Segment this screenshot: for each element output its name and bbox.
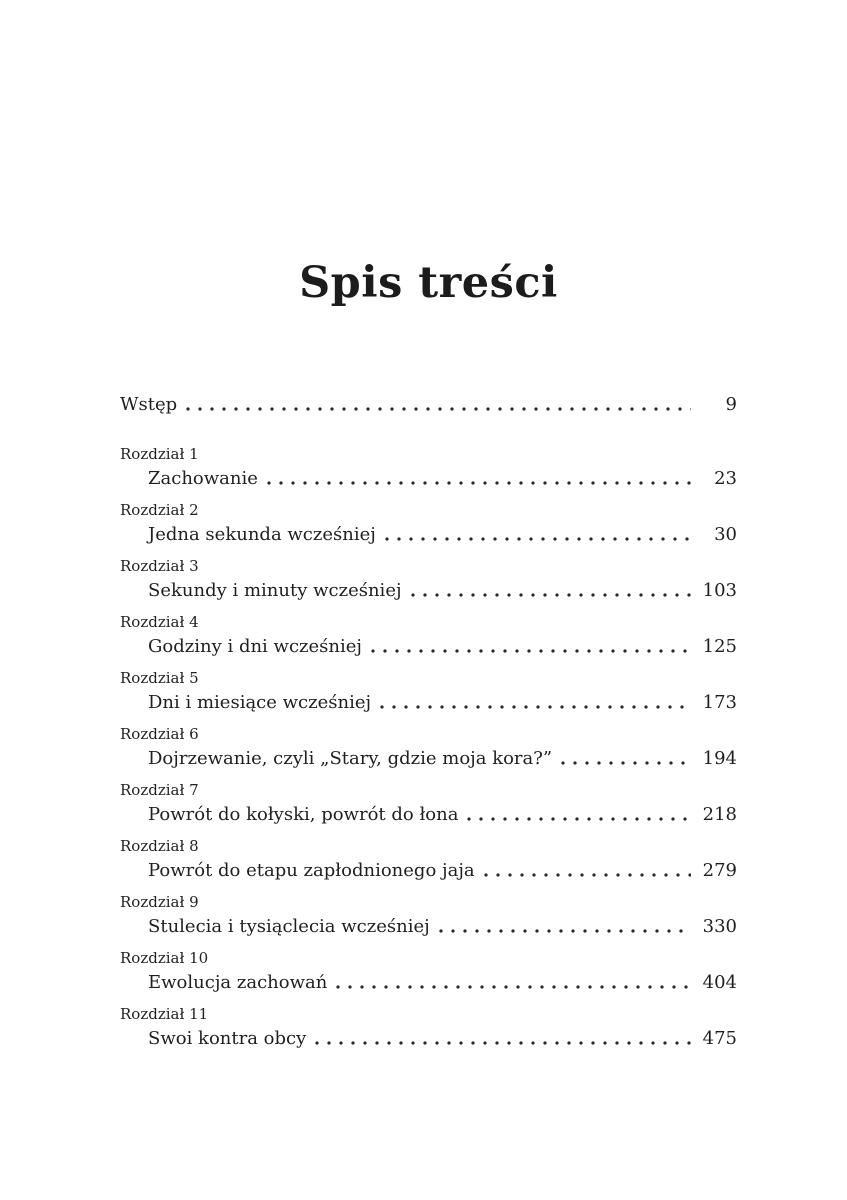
toc-entry [120,780,737,828]
toc-entry-row [120,689,737,716]
toc-entry-page: 194 [702,748,737,769]
toc-entry [120,1004,737,1052]
toc-chapter-label: Rozdział 7 [120,781,199,799]
dot-leader [411,593,691,597]
toc-entry-page: 404 [702,972,737,993]
toc-entry [120,836,737,884]
dot-leader [561,761,691,765]
toc-entry-intro [120,391,737,418]
page-title: Spis treści [299,258,558,308]
toc-entry-page: 103 [702,580,737,601]
toc-entry [120,948,737,996]
toc-chapter-label: Rozdział 10 [120,949,209,967]
toc-entry [120,892,737,940]
toc-entry-page: 475 [702,1028,737,1049]
toc-entry-row [120,745,737,772]
toc-entry-row [120,577,737,604]
toc-chapter-label: Rozdział 8 [120,837,199,855]
dot-leader [186,407,691,411]
toc-entry-row [120,857,737,884]
toc-chapter-label: Rozdział 5 [120,669,199,687]
toc-chapter-label: Rozdział 3 [120,557,199,575]
toc-entry-title: Wstęp [120,394,178,415]
toc-entry-row [120,633,737,660]
dot-leader [484,873,691,877]
toc-entry-title: Dni i miesiące wcześniej [148,692,372,713]
dot-leader [371,649,691,653]
toc-entry-row [120,521,737,548]
dot-leader [467,817,691,821]
dot-leader [439,929,691,933]
toc-entry-title: Godziny i dni wcześniej [148,636,362,657]
dot-leader [385,537,691,541]
toc-entry [120,500,737,548]
toc-entry-page: 279 [702,860,737,881]
toc-chapter-label: Rozdział 6 [120,725,199,743]
toc-entry [120,668,737,716]
toc-entry-title: Powrót do kołyski, powrót do łona [148,804,459,825]
toc-entry-title: Stulecia i tysiąclecia wcześniej [148,916,430,937]
toc-entry-page: 23 [714,468,737,489]
toc-entry-page: 218 [702,804,737,825]
toc-entry [120,612,737,660]
toc-entry-title: Powrót do etapu zapłodnionego jaja [148,860,475,881]
toc-entry [120,444,737,492]
dot-leader [315,1041,691,1045]
toc-entry-row [120,1025,737,1052]
toc-entry [120,724,737,772]
toc-entry-page: 9 [725,394,737,415]
dot-leader [267,481,691,485]
toc-entry-row [120,913,737,940]
toc-entry-page: 330 [702,916,737,937]
toc-entry-page: 125 [702,636,737,657]
toc-entry-title: Jedna sekunda wcześniej [148,524,376,545]
toc-chapter-label: Rozdział 1 [120,445,199,463]
toc-entry-title: Zachowanie [148,468,258,489]
toc-entry-page: 30 [714,524,737,545]
toc-entry-title: Dojrzewanie, czyli „Stary, gdzie moja kora?” [148,748,553,769]
toc-entry-row [120,969,737,996]
toc-entry-title: Ewolucja zachowań [148,972,328,993]
toc-entry-row [120,465,737,492]
toc-entry-page: 173 [702,692,737,713]
toc-chapter-label: Rozdział 2 [120,501,199,519]
toc-chapter-label: Rozdział 11 [120,1005,209,1023]
toc-chapter-label: Rozdział 4 [120,613,199,631]
toc-entry-row [120,801,737,828]
dot-leader [336,985,691,989]
toc-entry-title: Swoi kontra obcy [148,1028,307,1049]
dot-leader [380,705,691,709]
toc-chapter-label: Rozdział 9 [120,893,199,911]
toc-entry-title: Sekundy i minuty wcześniej [148,580,402,601]
toc-entry [120,556,737,604]
toc-list [120,391,737,1060]
